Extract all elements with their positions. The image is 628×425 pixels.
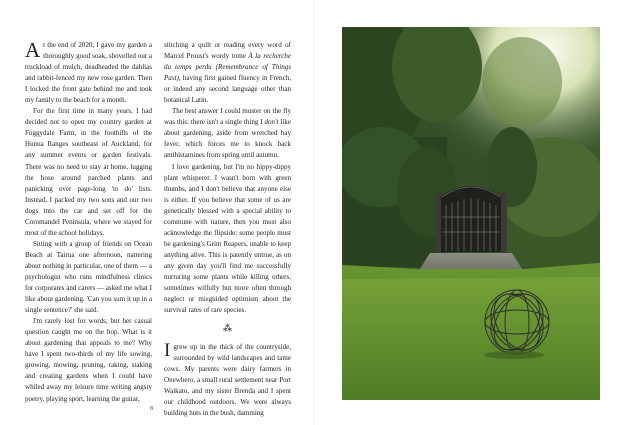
paragraph: stitching a quilt or reading every word of Marcel Proust's wordy tome À la recherche du temps perdu (Remembrance of Things Past), having first gained fluency in French, or indeed any second language other than botanical Latin. [164, 41, 291, 105]
paragraph: I'm rarely lost for words, but her casual question caught me on the hop. What is it about gardening that appeals to me? Why have I spent two-thirds of my life sowing, growing, mowing, pruning, raking, staking and creating gardens when I could have whiled away my leisure time writing angsty poetry, playing sport, learning the guitar, [25, 317, 152, 403]
section-two-paragraph [164, 342, 291, 419]
drop-cap: I [164, 340, 171, 362]
paragraph: Sitting with a group of friends on Ocean Beach at Tairua one afternoon, nattering about nothing in particular, one of them — a psychologist who runs mindfulness clinics for corporates and carers — asked me what I like about gardening. 'Can you sum it up in a single sentence?' she said. [25, 239, 152, 315]
opening-paragraph [25, 40, 152, 106]
right-text-column [164, 40, 291, 420]
left-text-column [25, 40, 152, 405]
garden-photo [342, 27, 600, 400]
page-number: 8 [150, 406, 153, 412]
opening-paragraph-text: t the end of 2020, I gave my garden a thoroughly good soak, shovelled out a truckload of mulch, deadheaded the dahlias and rabbit-fenced my new rose garden. Then I locked the front gate behind me and took my family to the beach for a month. [25, 41, 152, 105]
page-gutter [313, 0, 315, 425]
drop-cap: A [25, 38, 41, 62]
paragraph: I love gardening, but I'm no hippy-dippy plant whisperer. I wasn't born with green thumbs, and I don't believe that anyone else is either. If you believe that some of us are genetically blessed with a special ability to commune with nature, then you must also acknowledge the flipside: some people must be gardening's Grim Reapers, unable to keep anything alive. This is patently untrue, as on any given day you'll find me successfully nurturing some plants while killing others, sometimes wilfully but more often through neglect or misguided optimism about the survival rates of rare species. [164, 162, 291, 315]
paragraph: The best answer I could muster on the fly was this: there isn't a single thing I don't like about gardening, aside from wretched hay fever, which forces me to knock back antihistamines from spring until autumn. [164, 107, 291, 160]
paragraph: For the first time in many years, I had decided not to open my country garden at Foggydale Farm, in the foothills of the Hunua Ranges southeast of Auckland, for any summer events or garden festivals. There was no need to stay at home, lugging the hose around parched plants and panicking over page-long 'to do' lists. Instead, I packed my two sons and our two dogs into the car and set off for the Coromandel Peninsula, where we stayed for most of the school holidays. [25, 107, 152, 237]
section-two-text: grew up in the thick of the countryside, surrounded by wild landscapes and tame cows. My parents were dairy farmers in Onewhero, a small rural settlement near Port Waikato, and my sister Brenda and I spent our childhood outdoors. We were always building huts in the bush, damming [164, 343, 291, 418]
section-separator: ⁂ [223, 323, 232, 334]
